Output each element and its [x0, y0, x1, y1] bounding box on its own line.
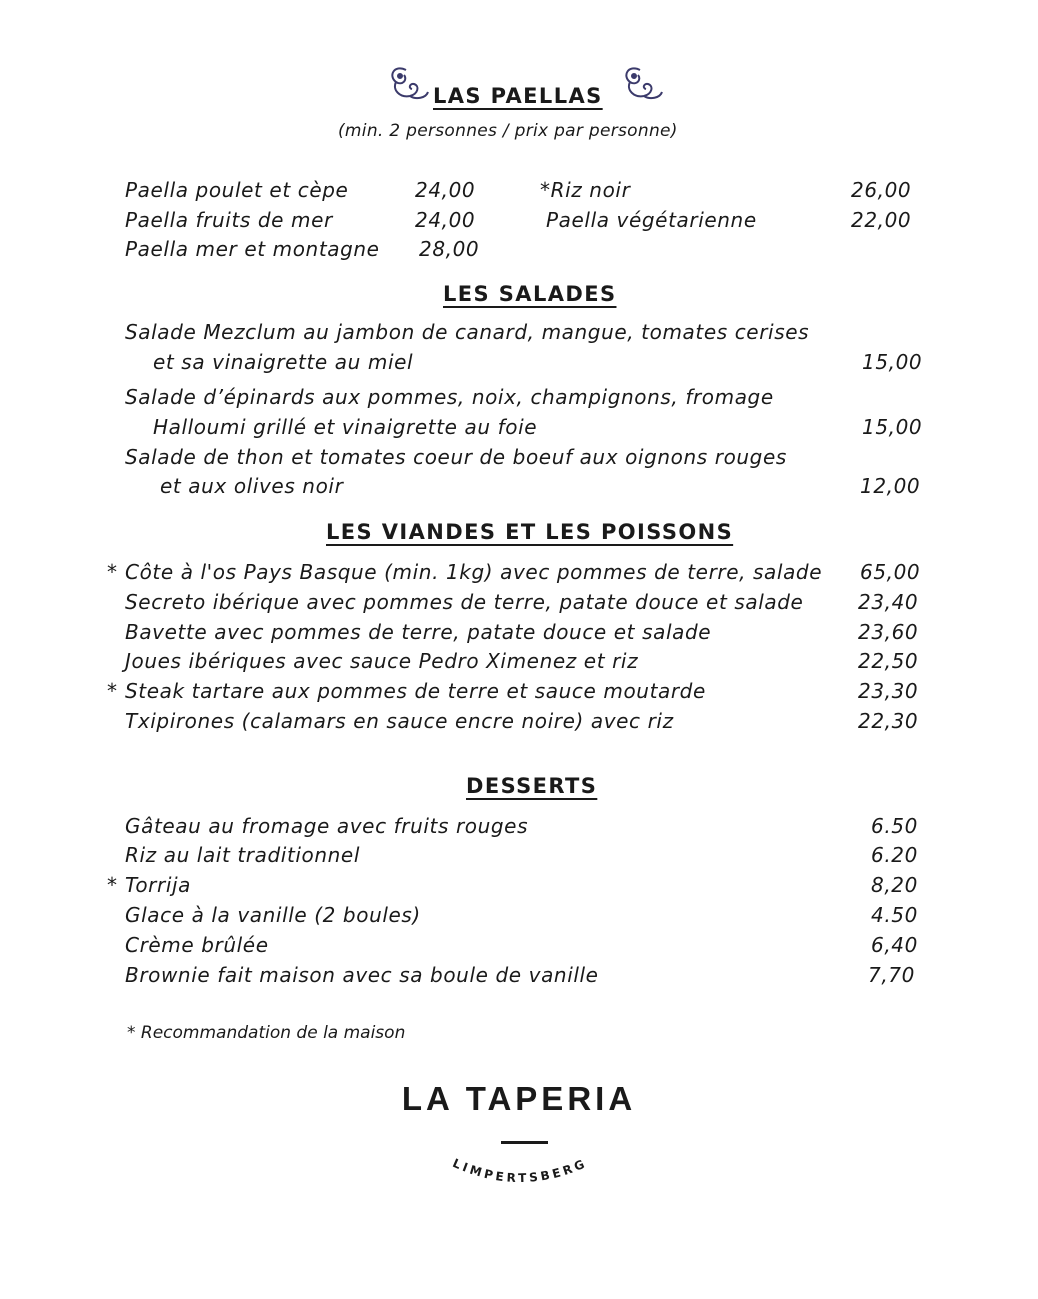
dessert-item	[125, 903, 421, 927]
dessert-item-price: 8,20	[871, 873, 918, 897]
paella-item-name: *Riz noir	[540, 178, 631, 202]
viande-item-price: 23,30	[858, 679, 919, 703]
salade-item-line1: Salade Mezclum au jambon de canard, mangue, tomates cerises	[125, 320, 810, 344]
paella-item-price: 22,00	[851, 208, 912, 232]
salade-item-line1: Salade d’épinards aux pommes, noix, champignons, fromage	[125, 385, 774, 409]
paellas-subtitle: (min. 2 personnes / prix par personne)	[338, 121, 678, 141]
viande-item	[125, 620, 711, 644]
paella-item-name: Paella poulet et cèpe	[125, 178, 349, 202]
dessert-item-name: Riz au lait traditionnel	[125, 843, 360, 867]
paella-item-price: 24,00	[415, 178, 476, 202]
viande-item	[107, 560, 823, 584]
dessert-item-price: 6,40	[871, 933, 918, 957]
salade-item-line2: et sa vinaigrette au miel	[153, 350, 414, 374]
dessert-item-price: 7,70	[868, 963, 915, 987]
dessert-item-name: Crème brûlée	[125, 933, 269, 957]
salade-item-price: 15,00	[862, 415, 923, 439]
paella-item-name: Paella mer et montagne	[125, 237, 380, 261]
dessert-item-price: 4.50	[871, 903, 918, 927]
dessert-item-name: Brownie fait maison avec sa boule de vanille	[125, 963, 599, 987]
svg-text:LIMPERTSBERG	[451, 1156, 590, 1185]
desserts-heading: DESSERTS	[466, 774, 598, 798]
viande-item-name: Joues ibériques avec sauce Pedro Ximenez et riz	[125, 649, 639, 673]
brand-logo-name: LA TAPERIA	[401, 1080, 637, 1117]
viande-item	[125, 649, 638, 673]
dessert-item	[107, 873, 191, 897]
viande-item	[125, 590, 803, 614]
recommended-star: *	[107, 560, 118, 584]
viande-item	[125, 709, 674, 733]
dessert-item-name: Torrija	[125, 873, 191, 897]
paella-item-price: 28,00	[419, 237, 480, 261]
viande-item-name: Steak tartare aux pommes de terre et sauce moutarde	[125, 679, 706, 703]
viande-item-price: 23,60	[858, 620, 919, 644]
brand-location: LIMPERTSBERG	[450, 1155, 590, 1186]
brand-location-arc	[430, 1150, 610, 1200]
paella-item-name: Paella végétarienne	[546, 208, 757, 232]
viande-item-price: 65,00	[860, 560, 921, 584]
recommended-star: *	[107, 873, 118, 897]
salades-heading: LES SALADES	[443, 282, 617, 306]
paella-item-name: Paella fruits de mer	[125, 208, 333, 232]
dessert-item-price: 6.50	[871, 814, 918, 838]
salade-item-price: 15,00	[862, 350, 923, 374]
viande-item-name: Côte à l'os Pays Basque (min. 1kg) avec pommes de terre, salade	[125, 560, 823, 584]
viande-item-name: Txipirones (calamars en sauce encre noire) avec riz	[125, 709, 674, 733]
dessert-item-name: Gâteau au fromage avec fruits rouges	[125, 814, 529, 838]
salade-item-line2: et aux olives noir	[160, 474, 344, 498]
viande-item	[107, 679, 706, 703]
paella-item-price: 26,00	[851, 178, 912, 202]
viande-item-price: 22,30	[858, 709, 919, 733]
viandes-heading: LES VIANDES ET LES POISSONS	[326, 520, 734, 544]
paellas-heading: LAS PAELLAS	[433, 84, 603, 108]
paella-item-price: 24,00	[415, 208, 476, 232]
dessert-item	[125, 843, 360, 867]
salade-item-line2: Halloumi grillé et vinaigrette au foie	[153, 415, 538, 439]
swirl-ornament-left-icon	[386, 62, 432, 104]
salade-item-price: 12,00	[860, 474, 921, 498]
swirl-ornament-right-icon	[620, 62, 666, 104]
dessert-item	[125, 963, 599, 987]
viande-item-name: Bavette avec pommes de terre, patate douce et salade	[125, 620, 712, 644]
recommendation-footnote: * Recommandation de la maison	[127, 1023, 406, 1043]
dessert-item-name: Glace à la vanille (2 boules)	[125, 903, 421, 927]
salade-item-line1: Salade de thon et tomates coeur de boeuf aux oignons rouges	[125, 445, 787, 469]
dessert-item-price: 6.20	[871, 843, 918, 867]
viande-item-price: 23,40	[858, 590, 919, 614]
viande-item-price: 22,50	[858, 649, 919, 673]
dessert-item	[125, 933, 269, 957]
recommended-star: *	[107, 679, 118, 703]
viande-item-name: Secreto ibérique avec pommes de terre, patate douce et salade	[125, 590, 804, 614]
dessert-item	[125, 814, 528, 838]
brand-divider	[501, 1141, 548, 1144]
